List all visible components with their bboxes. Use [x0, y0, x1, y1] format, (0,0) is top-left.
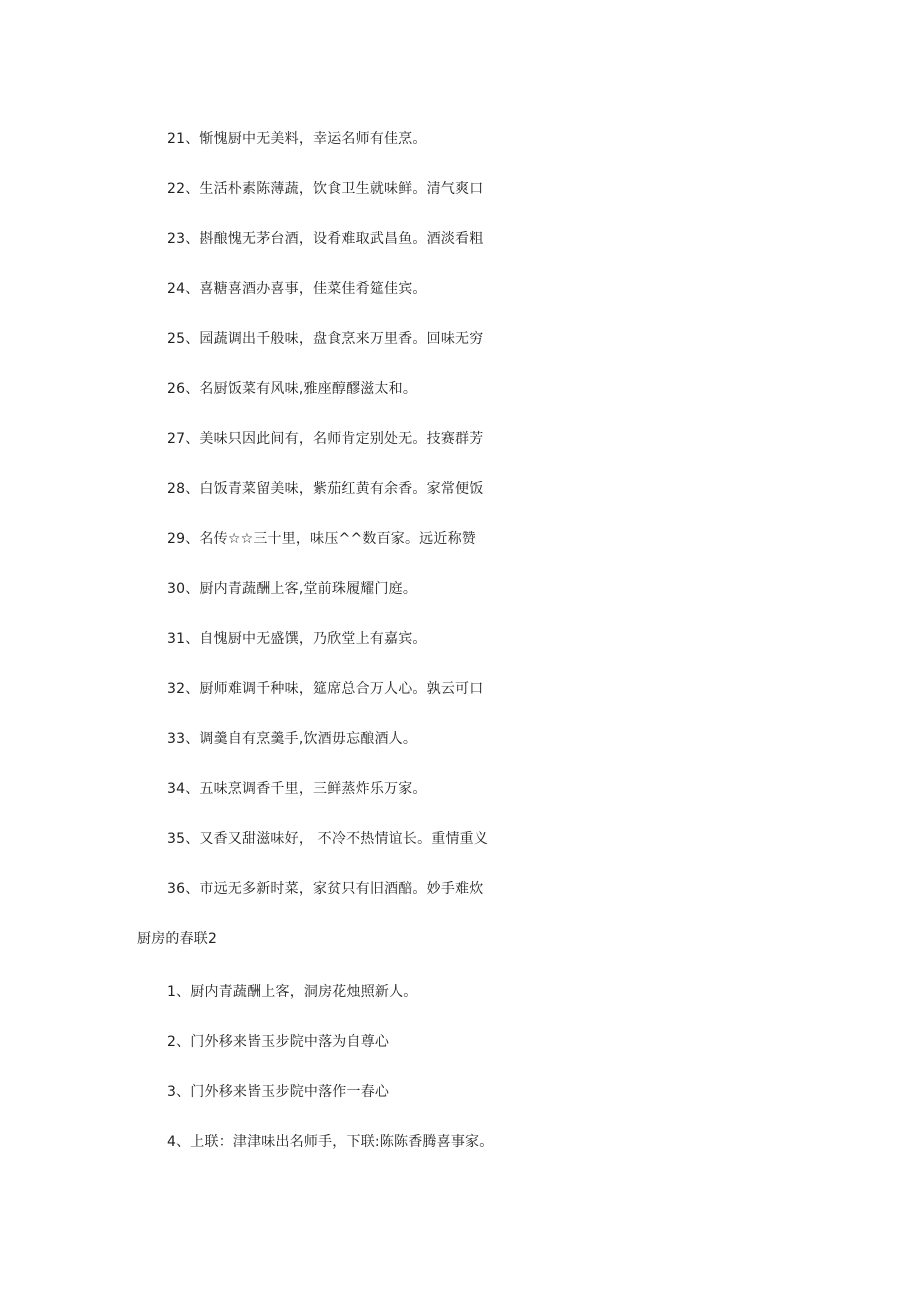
couplet-line: 26、名厨饭菜有风味,雅座醇醪滋太和。	[167, 381, 418, 397]
couplet-line: 30、厨内青蔬酬上客,堂前珠履耀门庭。	[167, 581, 418, 597]
couplet-line: 24、喜糖喜酒办喜事，佳菜佳肴筵佳宾。	[167, 281, 427, 297]
couplet-line: 25、园蔬调出千般味，盘食烹来万里香。回味无穷	[167, 331, 484, 347]
couplet-line: 2、门外移来皆玉步院中落为自尊心	[167, 1034, 390, 1050]
couplet-line: 27、美味只因此间有，名师肯定别处无。技赛群芳	[167, 431, 484, 447]
couplet-line: 28、白饭青菜留美味，紫茄红黄有余香。家常便饭	[167, 481, 484, 497]
couplet-line: 4、上联：津津味出名师手，下联:陈陈香腾喜事家。	[167, 1134, 494, 1150]
section-heading: 厨房的春联2	[137, 931, 218, 947]
couplet-line: 34、五味烹调香千里，三鲜蒸炸乐万家。	[167, 781, 427, 797]
couplet-line: 33、调羹自有烹羹手,饮酒毋忘酿酒人。	[167, 731, 418, 747]
couplet-line: 29、名传☆☆三十里，味压^^数百家。远近称赞	[167, 531, 476, 547]
couplet-line: 23、斟酿愧无茅台酒，设肴难取武昌鱼。酒淡看粗	[167, 231, 484, 247]
couplet-line: 31、自愧厨中无盛馔，乃欣堂上有嘉宾。	[167, 631, 427, 647]
couplet-line: 21、惭愧厨中无美料，幸运名师有佳烹。	[167, 131, 427, 147]
couplet-line: 22、生活朴素陈薄蔬，饮食卫生就味鲜。清气爽口	[167, 181, 484, 197]
couplet-line: 1、厨内青蔬酬上客，洞房花烛照新人。	[167, 984, 418, 1000]
couplet-line: 35、又香又甜滋味好， 不冷不热情谊长。重情重义	[167, 831, 489, 847]
couplet-line: 3、门外移来皆玉步院中落作一春心	[167, 1084, 390, 1100]
couplet-line: 32、厨师难调千种味，筵席总合万人心。孰云可口	[167, 681, 484, 697]
couplet-line: 36、市远无多新时菜，家贫只有旧酒醅。妙手难炊	[167, 881, 484, 897]
